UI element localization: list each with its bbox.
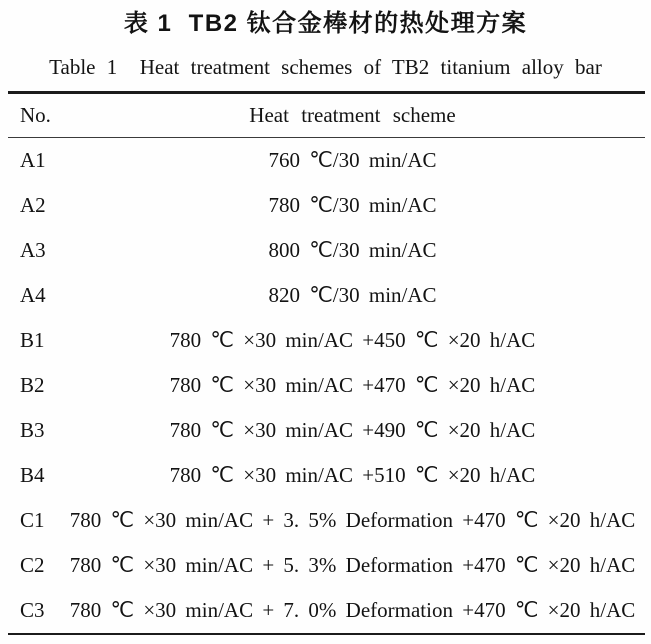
table-row: [8, 318, 645, 363]
row-scheme-cell: 760 ℃/30 min/AC: [268, 147, 437, 172]
table-row: [8, 183, 645, 228]
row-no-cell: B4: [20, 462, 45, 487]
table-row: [8, 453, 645, 498]
table-row: [8, 363, 645, 408]
row-no-cell: B2: [20, 372, 45, 397]
table-header-row: [8, 94, 645, 137]
row-scheme-cell: 780 ℃ ×30 min/AC +490 ℃ ×20 h/AC: [169, 417, 536, 442]
row-no-cell: B3: [20, 417, 45, 442]
row-no-cell: B1: [20, 327, 45, 352]
column-header-scheme: Heat treatment scheme: [249, 102, 456, 127]
row-no-cell: C2: [20, 552, 45, 577]
row-scheme-cell: 780 ℃ ×30 min/AC +450 ℃ ×20 h/AC: [169, 327, 536, 352]
row-scheme-cell: 780 ℃/30 min/AC: [268, 192, 437, 217]
row-no-cell: A4: [20, 282, 46, 307]
table-row: [8, 543, 645, 588]
heat-treatment-table: [8, 91, 645, 635]
table-caption-en: Table 1 Heat treatment schemes of TB2 titanium alloy bar: [49, 55, 602, 79]
table-row: [8, 273, 645, 318]
table-row: [8, 228, 645, 273]
table-row: [8, 408, 645, 453]
row-scheme-cell: 780 ℃ ×30 min/AC + 7. 0% Deformation +470 ℃ ×20 h/AC: [69, 597, 636, 622]
column-header-no: No.: [20, 102, 51, 127]
row-scheme-cell: 780 ℃ ×30 min/AC +470 ℃ ×20 h/AC: [169, 372, 536, 397]
table-row: [8, 588, 645, 633]
row-no-cell: C3: [20, 597, 45, 622]
row-no-cell: A1: [20, 147, 46, 172]
table-row: [8, 498, 645, 543]
table-row: [8, 138, 645, 183]
row-scheme-cell: 780 ℃ ×30 min/AC + 3. 5% Deformation +470 ℃ ×20 h/AC: [69, 507, 636, 532]
table-bottom-rule: [8, 633, 645, 636]
row-no-cell: A2: [20, 192, 46, 217]
row-scheme-cell: 780 ℃ ×30 min/AC +510 ℃ ×20 h/AC: [169, 462, 536, 487]
row-scheme-cell: 800 ℃/30 min/AC: [268, 237, 437, 262]
row-no-cell: C1: [20, 507, 45, 532]
row-scheme-cell: 780 ℃ ×30 min/AC + 5. 3% Deformation +470 ℃ ×20 h/AC: [69, 552, 636, 577]
table-caption-zh: 表 1 TB2 钛合金棒材的热处理方案: [123, 10, 528, 37]
row-no-cell: A3: [20, 237, 46, 262]
row-scheme-cell: 820 ℃/30 min/AC: [268, 282, 437, 307]
